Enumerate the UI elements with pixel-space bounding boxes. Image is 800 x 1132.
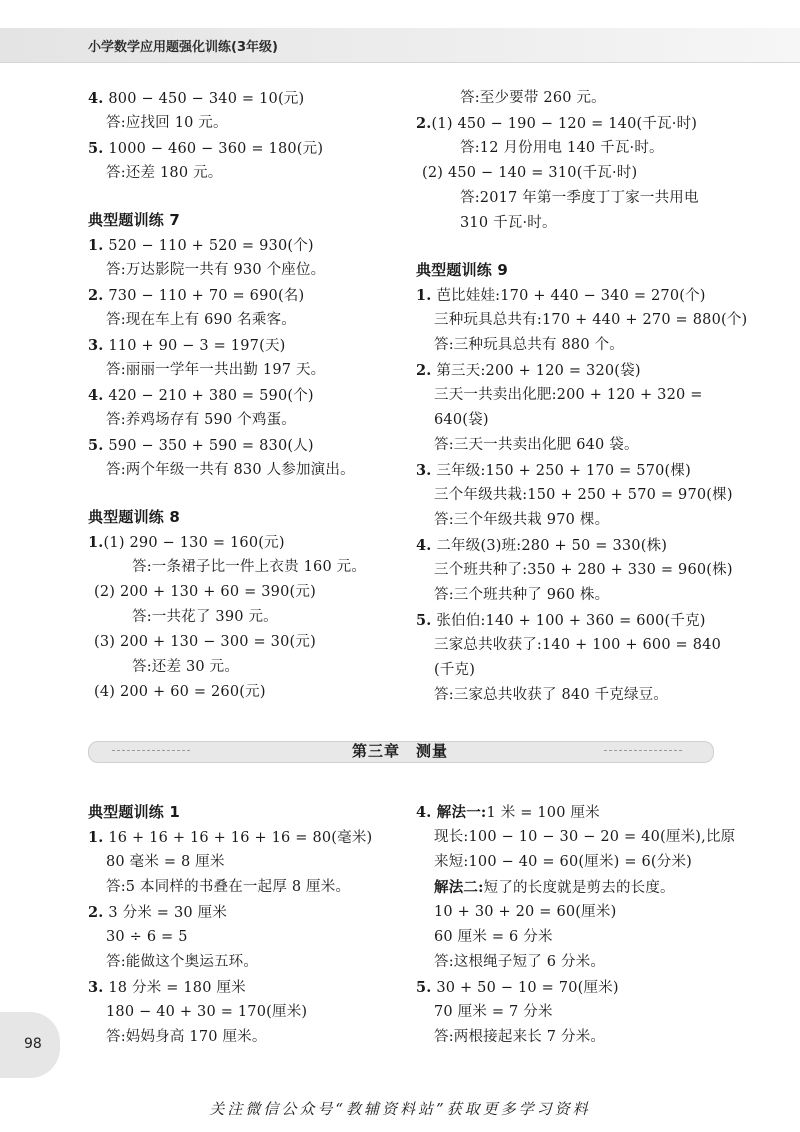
problem-number: 5.	[416, 612, 432, 629]
page-number: 98	[24, 1036, 42, 1052]
subproblem-line: (2) 450 − 140 = 310(千瓦·时)	[422, 165, 638, 181]
problem-text: 520 − 110 + 520 = 930(个)	[103, 238, 314, 254]
method-label: 解法二:	[434, 879, 484, 896]
problem-text: 1000 − 460 − 360 = 180(元)	[103, 141, 324, 157]
problem-number: 3.	[416, 462, 432, 479]
answer-line: 来短:100 − 40 = 60(厘米) = 6(分米)	[434, 854, 693, 870]
answer-line: 答:5 本同样的书叠在一起厚 8 厘米。	[106, 879, 351, 895]
problem-line	[88, 900, 372, 925]
answer-line: 答:2017 年第一季度丁丁家一共用电	[460, 190, 699, 206]
answer-line: 答:三个年级共栽 970 棵。	[434, 512, 610, 528]
answer-line: 答:还差 180 元。	[106, 165, 223, 181]
answer-line: 答:一共花了 390 元。	[132, 609, 278, 625]
answer-line: 答:三个班共种了 960 株。	[434, 587, 610, 603]
answer-line: 答:一条裙子比一件上衣贵 160 元。	[132, 559, 367, 575]
right-column-top	[416, 86, 747, 708]
problem-number: 1.	[88, 237, 104, 254]
problem-line	[416, 608, 747, 633]
answer-line: (千克)	[434, 662, 476, 678]
answer-line: 答:两根接起来长 7 分米。	[434, 1029, 606, 1045]
problem-number: 2.	[88, 287, 104, 304]
problem-text: 730 − 110 + 70 = 690(名)	[103, 288, 305, 304]
answer-line: 答:万达影院一共有 930 个座位。	[106, 262, 326, 278]
answer-line: 180 − 40 + 30 = 170(厘米)	[106, 1004, 308, 1020]
chapter-divider-left	[112, 750, 190, 751]
answer-line: 答:两个年级一共有 830 人参加演出。	[106, 462, 355, 478]
answer-line: 答:还差 30 元。	[132, 659, 240, 675]
answer-line: 三种玩具总共有:170 + 440 + 270 = 880(个)	[434, 312, 748, 328]
problem-number: 3.	[88, 979, 104, 996]
problem-line	[416, 111, 747, 136]
subproblem-line: (3) 200 + 130 − 300 = 30(元)	[94, 634, 316, 650]
problem-number: 4.	[88, 387, 104, 404]
answer-line: 10 + 30 + 20 = 60(厘米)	[434, 904, 617, 920]
spacer	[88, 186, 366, 208]
problem-line	[88, 333, 366, 358]
problem-text: 1 米 = 100 厘米	[486, 805, 600, 821]
problem-line	[416, 975, 735, 1000]
problem-text: 第三天:200 + 120 = 320(袋)	[431, 363, 641, 379]
answer-line: 答:12 月份用电 140 千瓦·时。	[460, 140, 664, 156]
section-heading: 典型题训练 9	[416, 261, 509, 279]
answer-line: 答:丽丽一学年一共出勤 197 天。	[106, 362, 326, 378]
method-text: 短了的长度就是剪去的长度。	[483, 880, 675, 896]
problem-number: 2.	[416, 362, 432, 379]
problem-text: 800 − 450 − 340 = 10(元)	[103, 91, 305, 107]
spacer	[416, 236, 747, 258]
answer-line: 答:能做这个奥运五环。	[106, 954, 259, 970]
problem-line	[88, 433, 366, 458]
problem-text: 110 + 90 − 3 = 197(天)	[103, 338, 286, 354]
problem-number: 2.	[88, 904, 104, 921]
answer-line: 三个年级共栽:150 + 250 + 570 = 970(棵)	[434, 487, 733, 503]
problem-number: 2.	[416, 115, 432, 132]
chapter-title: 第三章 测量	[351, 742, 448, 760]
answer-line: 答:三种玩具总共有 880 个。	[434, 337, 624, 353]
problem-number: 5.	[88, 140, 104, 157]
problem-line	[88, 283, 366, 308]
answer-line: 答:三天一共卖出化肥 640 袋。	[434, 437, 639, 453]
spacer	[88, 483, 366, 505]
right-column-bottom	[416, 800, 735, 1050]
problem-number: 5.	[88, 437, 104, 454]
method-line	[416, 875, 735, 900]
problem-number: 1.	[88, 534, 104, 551]
answer-line: 答:养鸡场存有 590 个鸡蛋。	[106, 412, 296, 428]
problem-text: 芭比娃娃:170 + 440 − 340 = 270(个)	[431, 288, 706, 304]
left-column-top	[88, 86, 366, 705]
problem-line	[88, 86, 366, 111]
problem-line	[416, 458, 747, 483]
answer-line: 答:妈妈身高 170 厘米。	[106, 1029, 267, 1045]
subproblem-line: (4) 200 + 60 = 260(元)	[94, 684, 266, 700]
footer-note: 关注微信公众号“教辅资料站”获取更多学习资料	[209, 1100, 591, 1118]
problem-line	[88, 975, 372, 1000]
answer-line: 30 ÷ 6 = 5	[106, 929, 188, 945]
section-heading: 典型题训练 1	[88, 803, 181, 821]
problem-line	[88, 233, 366, 258]
answer-line: 80 毫米 = 8 厘米	[106, 854, 225, 870]
problem-text: (1) 450 − 190 − 120 = 140(千瓦·时)	[431, 116, 698, 132]
problem-number: 1.	[416, 287, 432, 304]
method-label: 解法一:	[431, 804, 487, 821]
answer-line: 310 千瓦·时。	[460, 215, 557, 231]
problem-line	[416, 533, 747, 558]
answer-line: 答:应找回 10 元。	[106, 115, 228, 131]
problem-text: 三年级:150 + 250 + 170 = 570(棵)	[431, 463, 691, 479]
chapter-divider-right	[604, 750, 682, 751]
problem-number: 3.	[88, 337, 104, 354]
running-header: 小学数学应用题强化训练(3年级)	[88, 40, 278, 55]
problem-text: 420 − 210 + 380 = 590(个)	[103, 388, 314, 404]
problem-line	[88, 825, 372, 850]
problem-text: 30 + 50 − 10 = 70(厘米)	[431, 980, 619, 996]
problem-number: 5.	[416, 979, 432, 996]
problem-text: (1) 290 − 130 = 160(元)	[103, 535, 285, 551]
answer-line: 三天一共卖出化肥:200 + 120 + 320 =	[434, 387, 703, 403]
answer-line: 答:这根绳子短了 6 分米。	[434, 954, 606, 970]
answer-line: 三家总共收获了:140 + 100 + 600 = 840	[434, 637, 721, 653]
problem-line	[416, 283, 747, 308]
problem-text: 张伯伯:140 + 100 + 360 = 600(千克)	[431, 613, 706, 629]
subproblem-line: (2) 200 + 130 + 60 = 390(元)	[94, 584, 316, 600]
problem-text: 16 + 16 + 16 + 16 + 16 = 80(毫米)	[103, 830, 373, 846]
answer-line: 60 厘米 = 6 分米	[434, 929, 553, 945]
problem-text: 18 分米 = 180 厘米	[103, 980, 246, 996]
problem-number: 4.	[88, 90, 104, 107]
problem-number: 4.	[416, 537, 432, 554]
answer-line: 640(袋)	[434, 412, 489, 428]
problem-number: 4.	[416, 804, 432, 821]
answer-line: 三个班共种了:350 + 280 + 330 = 960(株)	[434, 562, 733, 578]
problem-line	[88, 383, 366, 408]
answer-line: 70 厘米 = 7 分米	[434, 1004, 553, 1020]
problem-line	[88, 530, 366, 555]
answer-line: 答:三家总共收获了 840 千克绿豆。	[434, 687, 669, 703]
section-heading: 典型题训练 8	[88, 508, 181, 526]
section-heading: 典型题训练 7	[88, 211, 181, 229]
problem-line	[88, 136, 366, 161]
problem-text: 590 − 350 + 590 = 830(人)	[103, 438, 314, 454]
problem-number: 1.	[88, 829, 104, 846]
left-column-bottom	[88, 800, 372, 1050]
answer-line: 现长:100 − 10 − 30 − 20 = 40(厘米),比原	[434, 829, 736, 845]
problem-text: 3 分米 = 30 厘米	[103, 905, 228, 921]
answer-line: 答:现在车上有 690 名乘客。	[106, 312, 296, 328]
problem-line	[416, 358, 747, 383]
problem-line	[416, 800, 735, 825]
answer-line: 答:至少要带 260 元。	[460, 90, 606, 106]
problem-text: 二年级(3)班:280 + 50 = 330(株)	[431, 538, 668, 554]
